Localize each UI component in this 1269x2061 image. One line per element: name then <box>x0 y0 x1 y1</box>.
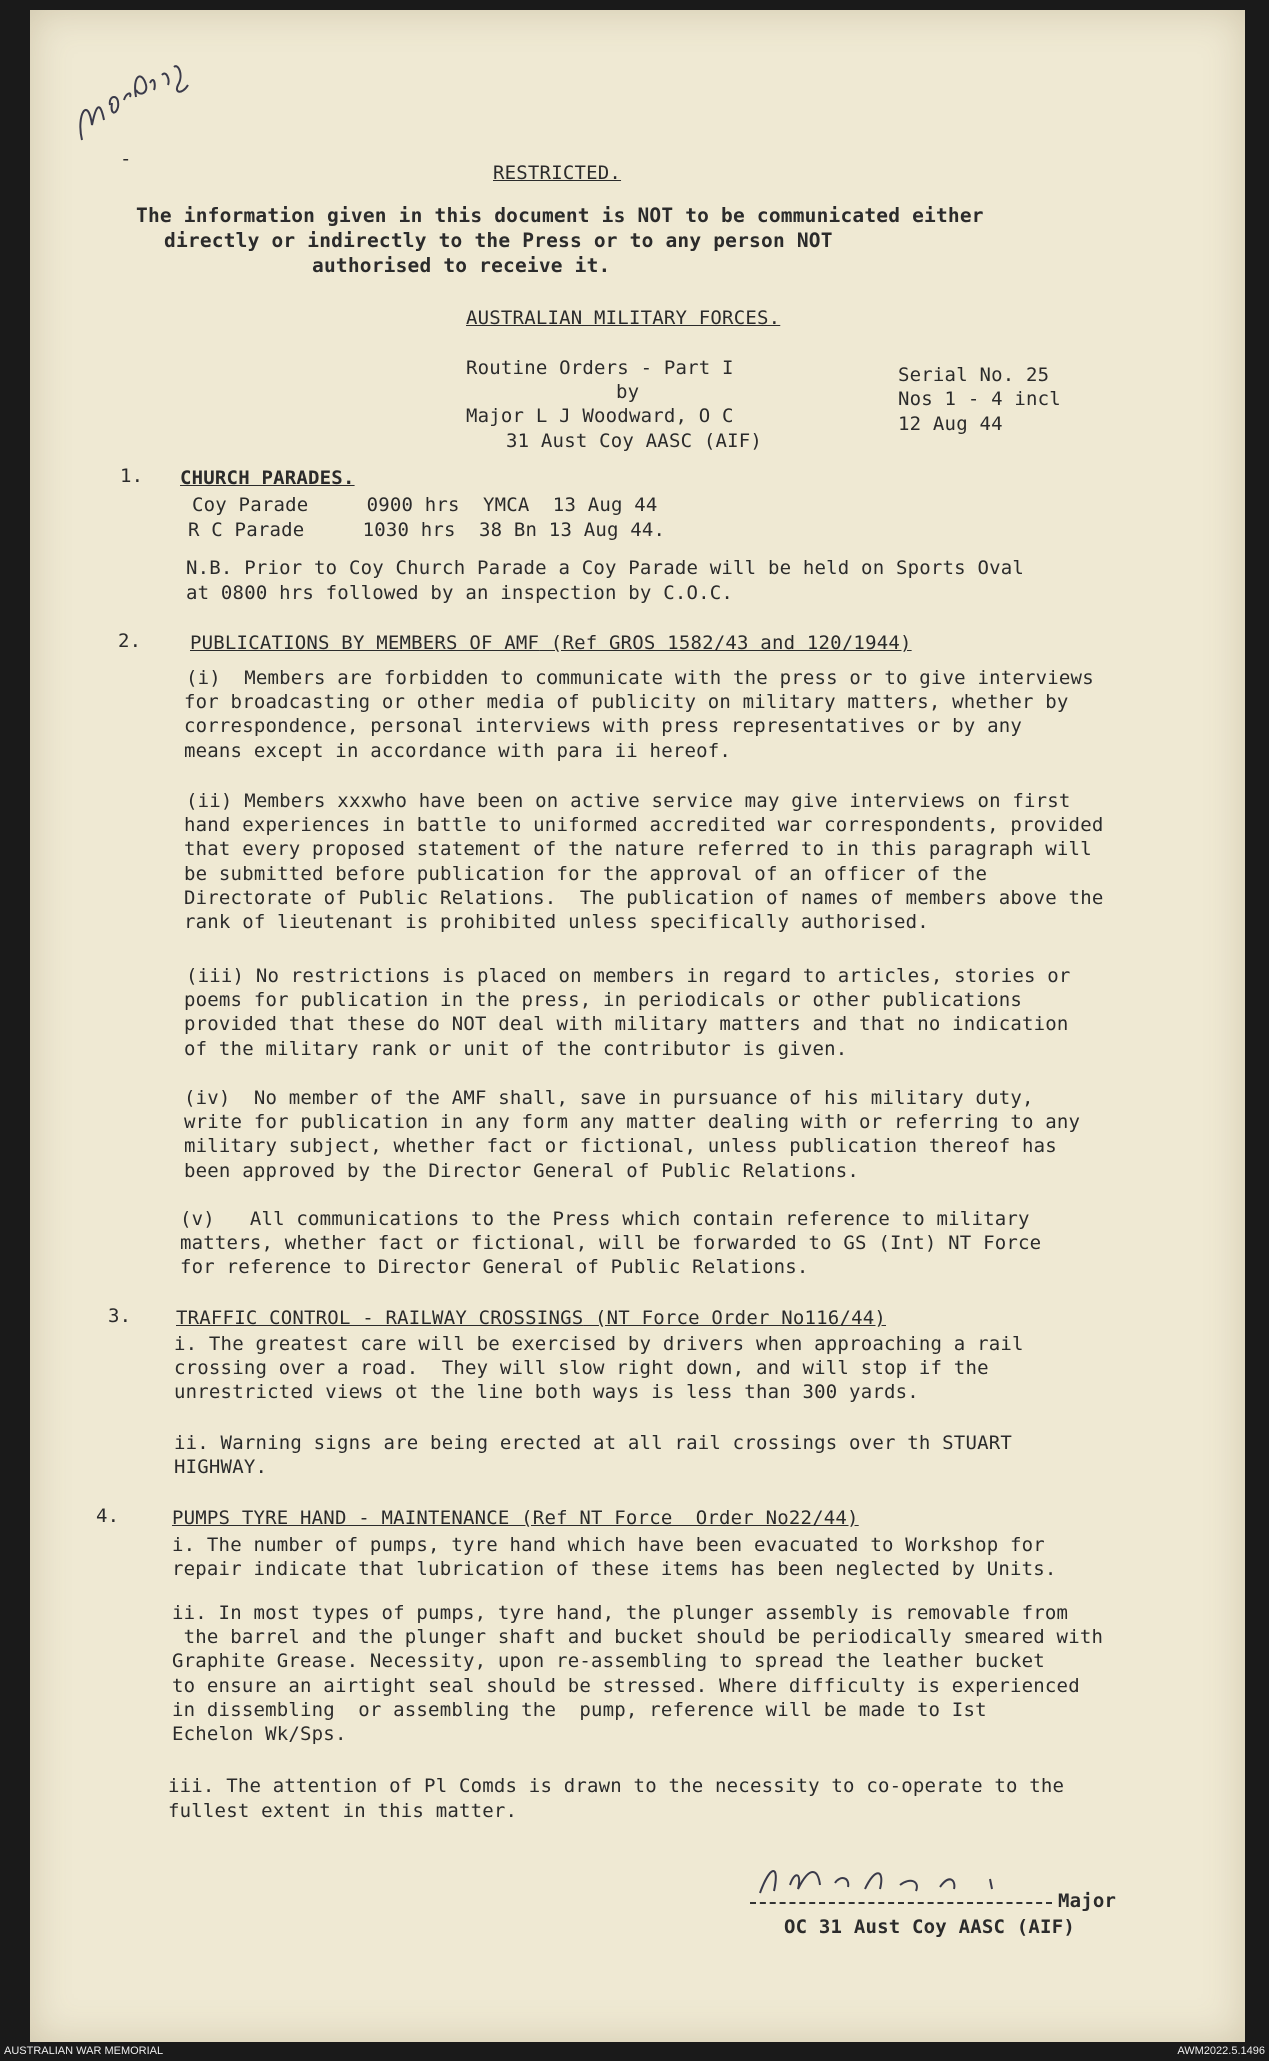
s2-p5-l3: for reference to Director General of Public Relations. <box>180 1256 809 1278</box>
routine-line-2: by <box>616 381 640 403</box>
notice-line-3: authorised to receive it. <box>312 254 611 277</box>
section-4-title: PUMPS TYRE HAND - MAINTENANCE <box>172 1507 510 1529</box>
s2-p4-l4: been approved by the Director General of Public Relations. <box>184 1160 860 1182</box>
section-3-ref: (NT Force Order No116/44) <box>583 1307 886 1329</box>
s2-p3-l1: (iii) No restrictions is placed on members in regard to articles, stories or <box>186 965 1071 987</box>
notice-line-1: The information given in this document is NOT to be communicated either <box>136 204 984 227</box>
restricted-heading: RESTRICTED. <box>493 162 622 184</box>
s2-p5-l2: matters, whether fact or fictional, will be forwarded to GS (Int) NT Force <box>180 1232 1042 1254</box>
s1-row-1: Coy Parade 0900 hrs YMCA 13 Aug 44 <box>192 494 658 516</box>
s2-p2-l2: hand experiences in battle to uniformed accredited war correspondents, provided <box>184 814 1104 836</box>
s4-p2-l4: to ensure an airtight seal should be stressed. Where difficulty is experienced <box>172 1675 1080 1697</box>
footer-left-label: AUSTRALIAN WAR MEMORIAL <box>4 2045 164 2057</box>
footer-bar <box>0 2042 1269 2061</box>
section-4-heading <box>172 1507 859 1529</box>
section-4-ref: (Ref NT Force Order No22/44) <box>509 1507 859 1529</box>
section-2-number: 2. <box>118 630 142 652</box>
s2-p4-l3: military subject, whether fact or fictional, unless publication thereof has <box>184 1135 1057 1157</box>
s2-p1-l4: means except in accordance with para ii hereof. <box>184 740 732 762</box>
handwritten-note <box>70 45 200 155</box>
section-3-title: TRAFFIC CONTROL - RAILWAY CROSSINGS <box>176 1307 584 1329</box>
s2-p2-l4: be submitted before publication for the approval of an officer of the <box>184 863 988 885</box>
s2-p3-l3: provided that these do NOT deal with military matters and that no indication <box>184 1013 1069 1035</box>
s3-p1-l1: i. The greatest care will be exercised by drivers when approaching a rail <box>174 1333 1024 1355</box>
signature-rank: Major <box>1058 1890 1117 1912</box>
section-4-number: 4. <box>96 1505 120 1527</box>
s2-p4-l2: write for publication in any form any matter dealing with or referring to any <box>184 1111 1081 1133</box>
section-3-heading <box>176 1307 886 1329</box>
s2-p5-l1: (v) All communications to the Press which contain reference to military <box>180 1208 1030 1230</box>
section-2-heading <box>190 632 912 654</box>
routine-line-4: 31 Aust Coy AASC (AIF) <box>506 430 763 452</box>
serial-line-2: Nos 1 - 4 incl <box>898 388 1061 410</box>
routine-line-1: Routine Orders - Part I <box>466 357 734 379</box>
s2-p1-l1: (i) Members are forbidden to communicate with the press or to give interviews <box>186 667 1094 689</box>
s2-p3-l4: of the military rank or unit of the contributor is given. <box>184 1038 848 1060</box>
s1-nb-1: N.B. Prior to Coy Church Parade a Coy Parade will be held on Sports Oval <box>186 557 1025 579</box>
s4-p2-l3: Graphite Grease. Necessity, upon re-assembling to spread the leather bucket <box>172 1650 1045 1672</box>
s4-p3-l1: iii. The attention of Pl Comds is drawn to the necessity to co-operate to the <box>168 1775 1065 1797</box>
s4-p2-l5: in dissembling or assembling the pump, reference will be made to Ist <box>172 1699 987 1721</box>
section-2-ref: (Ref GROS 1582/43 and 120/1944) <box>539 632 912 654</box>
s2-p2-l3: that every proposed statement of the nature referred to in this paragraph will <box>184 838 1092 860</box>
s4-p2-l1: ii. In most types of pumps, tyre hand, the plunger assembly is removable from <box>172 1602 1069 1624</box>
s2-p1-l2: for broadcasting or other media of publicity on military matters, whether by <box>184 691 1069 713</box>
s1-row-2: R C Parade 1030 hrs 38 Bn 13 Aug 44. <box>188 519 666 541</box>
serial-line-1: Serial No. 25 <box>898 364 1050 386</box>
s2-p2-l6: rank of lieutenant is prohibited unless specifically authorised. <box>184 911 929 933</box>
signature-scrawl <box>740 1855 1040 1905</box>
signature-line <box>750 1902 1052 1904</box>
s3-p1-l2: crossing over a road. They will slow right down, and will stop if the <box>174 1357 989 1379</box>
s4-p3-l2: fullest extent in this matter. <box>168 1800 518 1822</box>
s4-p1-l1: i. The number of pumps, tyre hand which have been evacuated to Workshop for <box>172 1534 1045 1556</box>
s2-p1-l3: correspondence, personal interviews with press representatives or by any <box>184 715 1023 737</box>
s3-p1-l3: unrestricted views ot the line both ways is less than 300 yards. <box>174 1381 919 1403</box>
force-heading: AUSTRALIAN MILITARY FORCES. <box>466 307 781 329</box>
section-1-title: CHURCH PARADES. <box>180 467 355 489</box>
s2-p2-l5: Directorate of Public Relations. The publication of names of members above the <box>184 887 1104 909</box>
s4-p2-l2: the barrel and the plunger shaft and bucket should be periodically smeared with <box>172 1626 1104 1648</box>
section-3-number: 3. <box>108 1305 132 1327</box>
s4-p1-l2: repair indicate that lubrication of these items has been neglected by Units. <box>172 1558 1057 1580</box>
s3-p2-l1: ii. Warning signs are being erected at all rail crossings over th STUART <box>174 1432 1013 1454</box>
s1-nb-2: at 0800 hrs followed by an inspection by C.O.C. <box>186 582 734 604</box>
s2-p3-l2: poems for publication in the press, in periodicals or other publications <box>184 989 1023 1011</box>
serial-line-3: 12 Aug 44 <box>898 413 1003 435</box>
section-2-title: PUBLICATIONS BY MEMBERS OF AMF <box>190 632 540 654</box>
routine-line-3: Major L J Woodward, O C <box>466 405 734 427</box>
s2-p4-l1: (iv) No member of the AMF shall, save in pursuance of his military duty, <box>184 1087 1034 1109</box>
notice-line-2: directly or indirectly to the Press or to any person NOT <box>164 229 833 252</box>
s2-p2-l1: (ii) Members xxxwho have been on active service may give interviews on first <box>186 790 1071 812</box>
section-1-number: 1. <box>120 465 144 487</box>
s4-p2-l6: Echelon Wk/Sps. <box>172 1723 347 1745</box>
footer-right-label: AWM2022.5.1496 <box>1177 2045 1265 2057</box>
s3-p2-l2: HIGHWAY. <box>174 1456 268 1478</box>
signature-unit: OC 31 Aust Coy AASC (AIF) <box>784 1916 1075 1938</box>
